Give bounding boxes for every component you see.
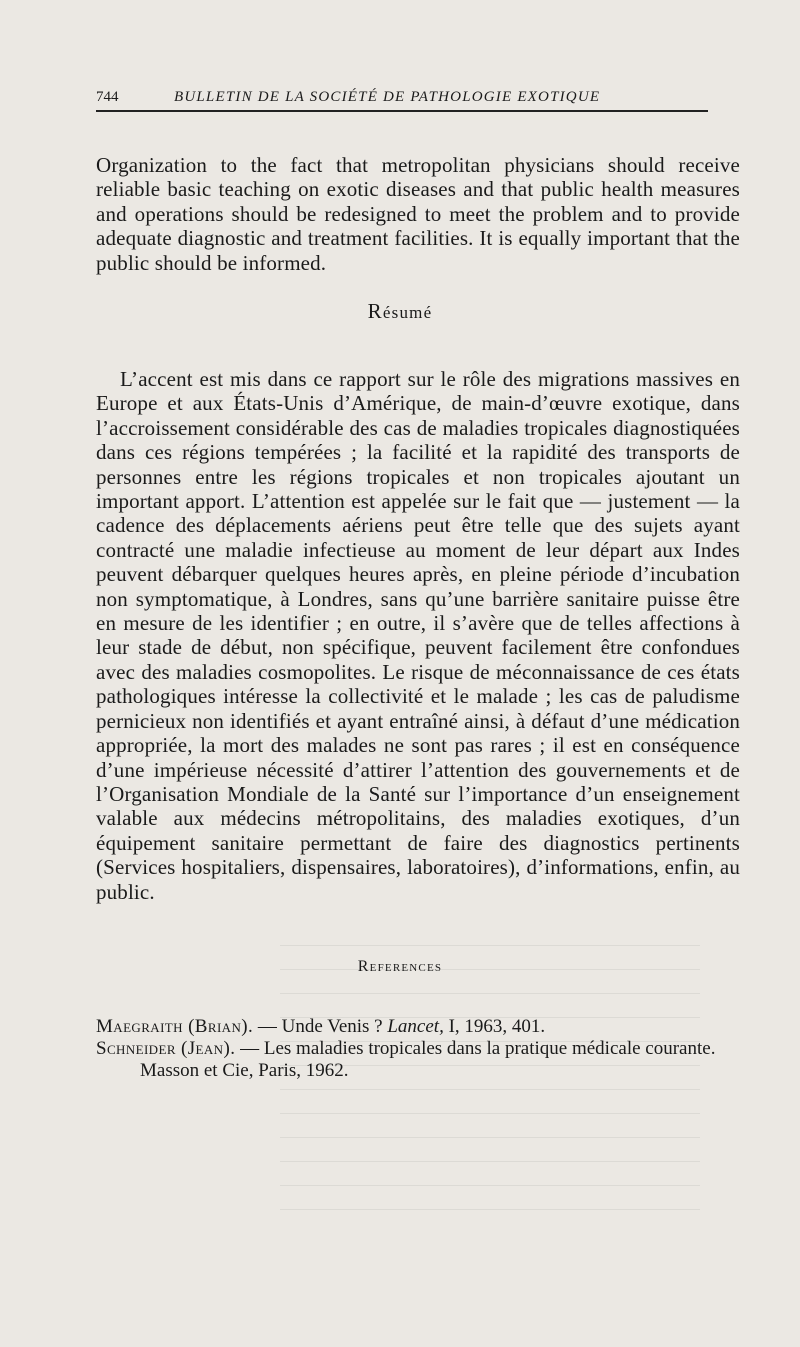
- resume-heading: Résumé: [367, 299, 433, 323]
- reference-text: — Les maladies tropicales dans la pratique médicale courante. Masson et Cie, Paris, 1962.: [140, 1038, 716, 1081]
- reference-journal: Lancet,: [387, 1016, 444, 1037]
- reference-author: Schneider (Jean).: [96, 1038, 236, 1059]
- journal-title: BULLETIN DE LA SOCIÉTÉ DE PATHOLOGIE EXOTIQUE: [174, 89, 601, 105]
- page-number: 744: [96, 89, 119, 105]
- references-heading: References: [357, 958, 443, 975]
- references-list: [96, 1016, 740, 1082]
- reference-details: I, 1963, 401.: [443, 1016, 546, 1037]
- reference-author: Maegraith (Brian).: [96, 1016, 254, 1037]
- running-head: [96, 88, 708, 112]
- resume-paragraph: L’accent est mis dans ce rapport sur le rôle des migrations massives en Europe et aux États-Unis d’Amérique, de main-d’œuvre exotique, dans l’accroissement considérable des cas de maladies tropicales diagnostiquées dans ces régions tempérées ; la facilité et la rapidité des transports de personnes entre les régions tropicales et non tropicales ajoutant un important apport. L’attention est appelée sur le fait que — justement — la cadence des déplacements aériens peut être telle que des sujets ayant contracté une maladie infectieuse au moment de leur départ aux Indes peuvent débarquer quelques heures après, en pleine période d’incubation non symptomatique, à Londres, sans qu’une barrière sanitaire puisse être en mesure de les identifier ; en outre, il s’avère que de telles affections à leur stade de début, non spécifique, peuvent facilement être confondues avec des maladies cosmopolites. Le risque de méconnaissance de ces états pathologiques intéresse la collectivité et le malade ; les cas de paludisme pernicieux non identifiés et ayant entraîné ainsi, à défaut d’une médication appropriée, la mort des malades ne sont pas rares ; il est en conséquence d’une impérieuse nécessité d’attirer l’attention des gouvernements et de l’Organisation Mondiale de la Santé sur l’importance d’un enseignement valable aux médecins métropolitains, des maladies exotiques, d’un équipement sanitaire permettant de faire des diagnostics pertinents (Services hospitaliers, dispensaires, laboratoires), d’informations, enfin, au public.: [96, 367, 740, 904]
- reference-text: — Unde Venis ?: [253, 1016, 388, 1037]
- reference-item: [96, 1038, 740, 1082]
- english-paragraph: Organization to the fact that metropolitan physicians should receive reliable basic teaching on exotic diseases and that public health measures and operations should be redesigned to meet the problem and to provide adequate diagnostic and treatment facilities. It is equally important that the public should be informed.: [96, 153, 740, 275]
- reference-item: [96, 1016, 740, 1038]
